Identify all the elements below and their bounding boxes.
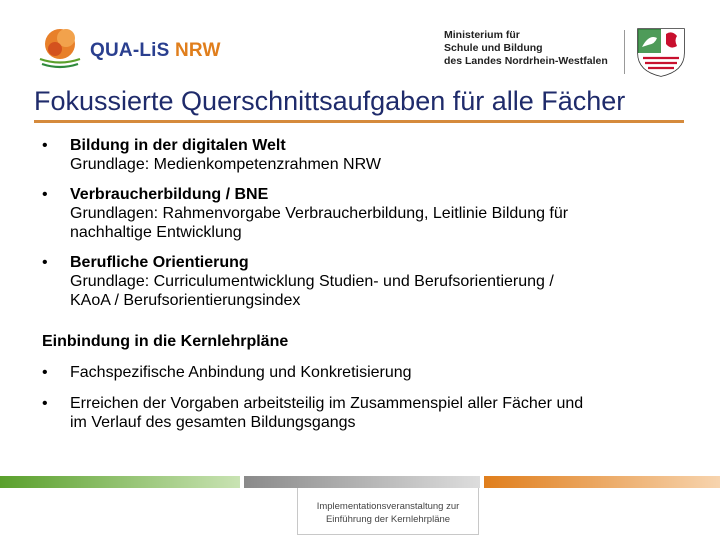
footer-bar-gray <box>244 476 480 488</box>
bullet-dot: • <box>42 395 48 412</box>
bullet-item-cooperation <box>42 394 682 432</box>
qualis-sun-icon <box>36 26 84 72</box>
footer-bar-orange <box>484 476 720 488</box>
bullet-heading: Bildung in der digitalen Welt <box>70 137 286 154</box>
qualis-logo <box>36 26 226 76</box>
ministry-name <box>444 29 608 68</box>
bullet-text-line: Grundlage: Curriculumentwicklung Studien- und Berufsorientierung / <box>70 273 554 290</box>
logo-text-nrw: NRW <box>169 40 221 61</box>
bullet-item-consumer <box>42 185 682 242</box>
bullet-item-subject <box>42 363 682 382</box>
nrw-crest-icon <box>633 26 689 78</box>
bullet-dot: • <box>42 364 48 381</box>
page-title: Fokussierte Querschnittsaufgaben für alle Fächer <box>34 86 626 116</box>
slide-content <box>42 136 682 444</box>
bullet-heading: Berufliche Orientierung <box>70 254 249 271</box>
footer-color-bar <box>0 476 720 488</box>
bullet-text-line: Grundlage: Medienkompetenzrahmen NRW <box>70 156 381 173</box>
logo-text-qualis: QUA-LiS <box>90 40 170 61</box>
footer-line-1: Implementationsveranstaltung zur <box>316 501 460 512</box>
bullet-text-line: Erreichen der Vorgaben arbeitsteilig im Zusammenspiel aller Fächer und <box>70 395 584 412</box>
bullet-text-line: KAoA / Berufsorientierungsindex <box>70 292 301 309</box>
bullet-text-line: nachhaltige Entwicklung <box>70 224 242 241</box>
bullet-item-career <box>42 253 682 310</box>
bullet-text-line: im Verlauf des gesamten Bildungsgangs <box>70 414 356 431</box>
ministry-line-2: Schule und Bildung <box>444 42 543 54</box>
footer-line-2: Einführung der Kernlehrpläne <box>325 514 451 525</box>
bullet-dot: • <box>42 186 48 203</box>
bullet-heading: Verbraucherbildung / BNE <box>70 186 269 203</box>
bullet-text-line: Fachspezifische Anbindung und Konkretisierung <box>70 364 412 381</box>
ministry-line-1: Ministerium für <box>444 29 520 41</box>
section-heading: Einbindung in die Kernlehrpläne <box>42 333 289 350</box>
title-underline <box>34 120 684 123</box>
bullet-text-line: Grundlagen: Rahmenvorgabe Verbraucherbildung, Leitlinie Bildung für <box>70 205 569 222</box>
bullet-dot: • <box>42 254 48 271</box>
qualis-logo-text <box>90 40 221 62</box>
footer-bar-green <box>0 476 240 488</box>
footer-caption-box <box>297 488 479 535</box>
ministry-line-3: des Landes Nordrhein-Westfalen <box>444 55 608 67</box>
bullet-item-digital <box>42 136 682 174</box>
header-divider <box>624 30 625 74</box>
bullet-dot: • <box>42 137 48 154</box>
footer-caption <box>298 500 478 526</box>
